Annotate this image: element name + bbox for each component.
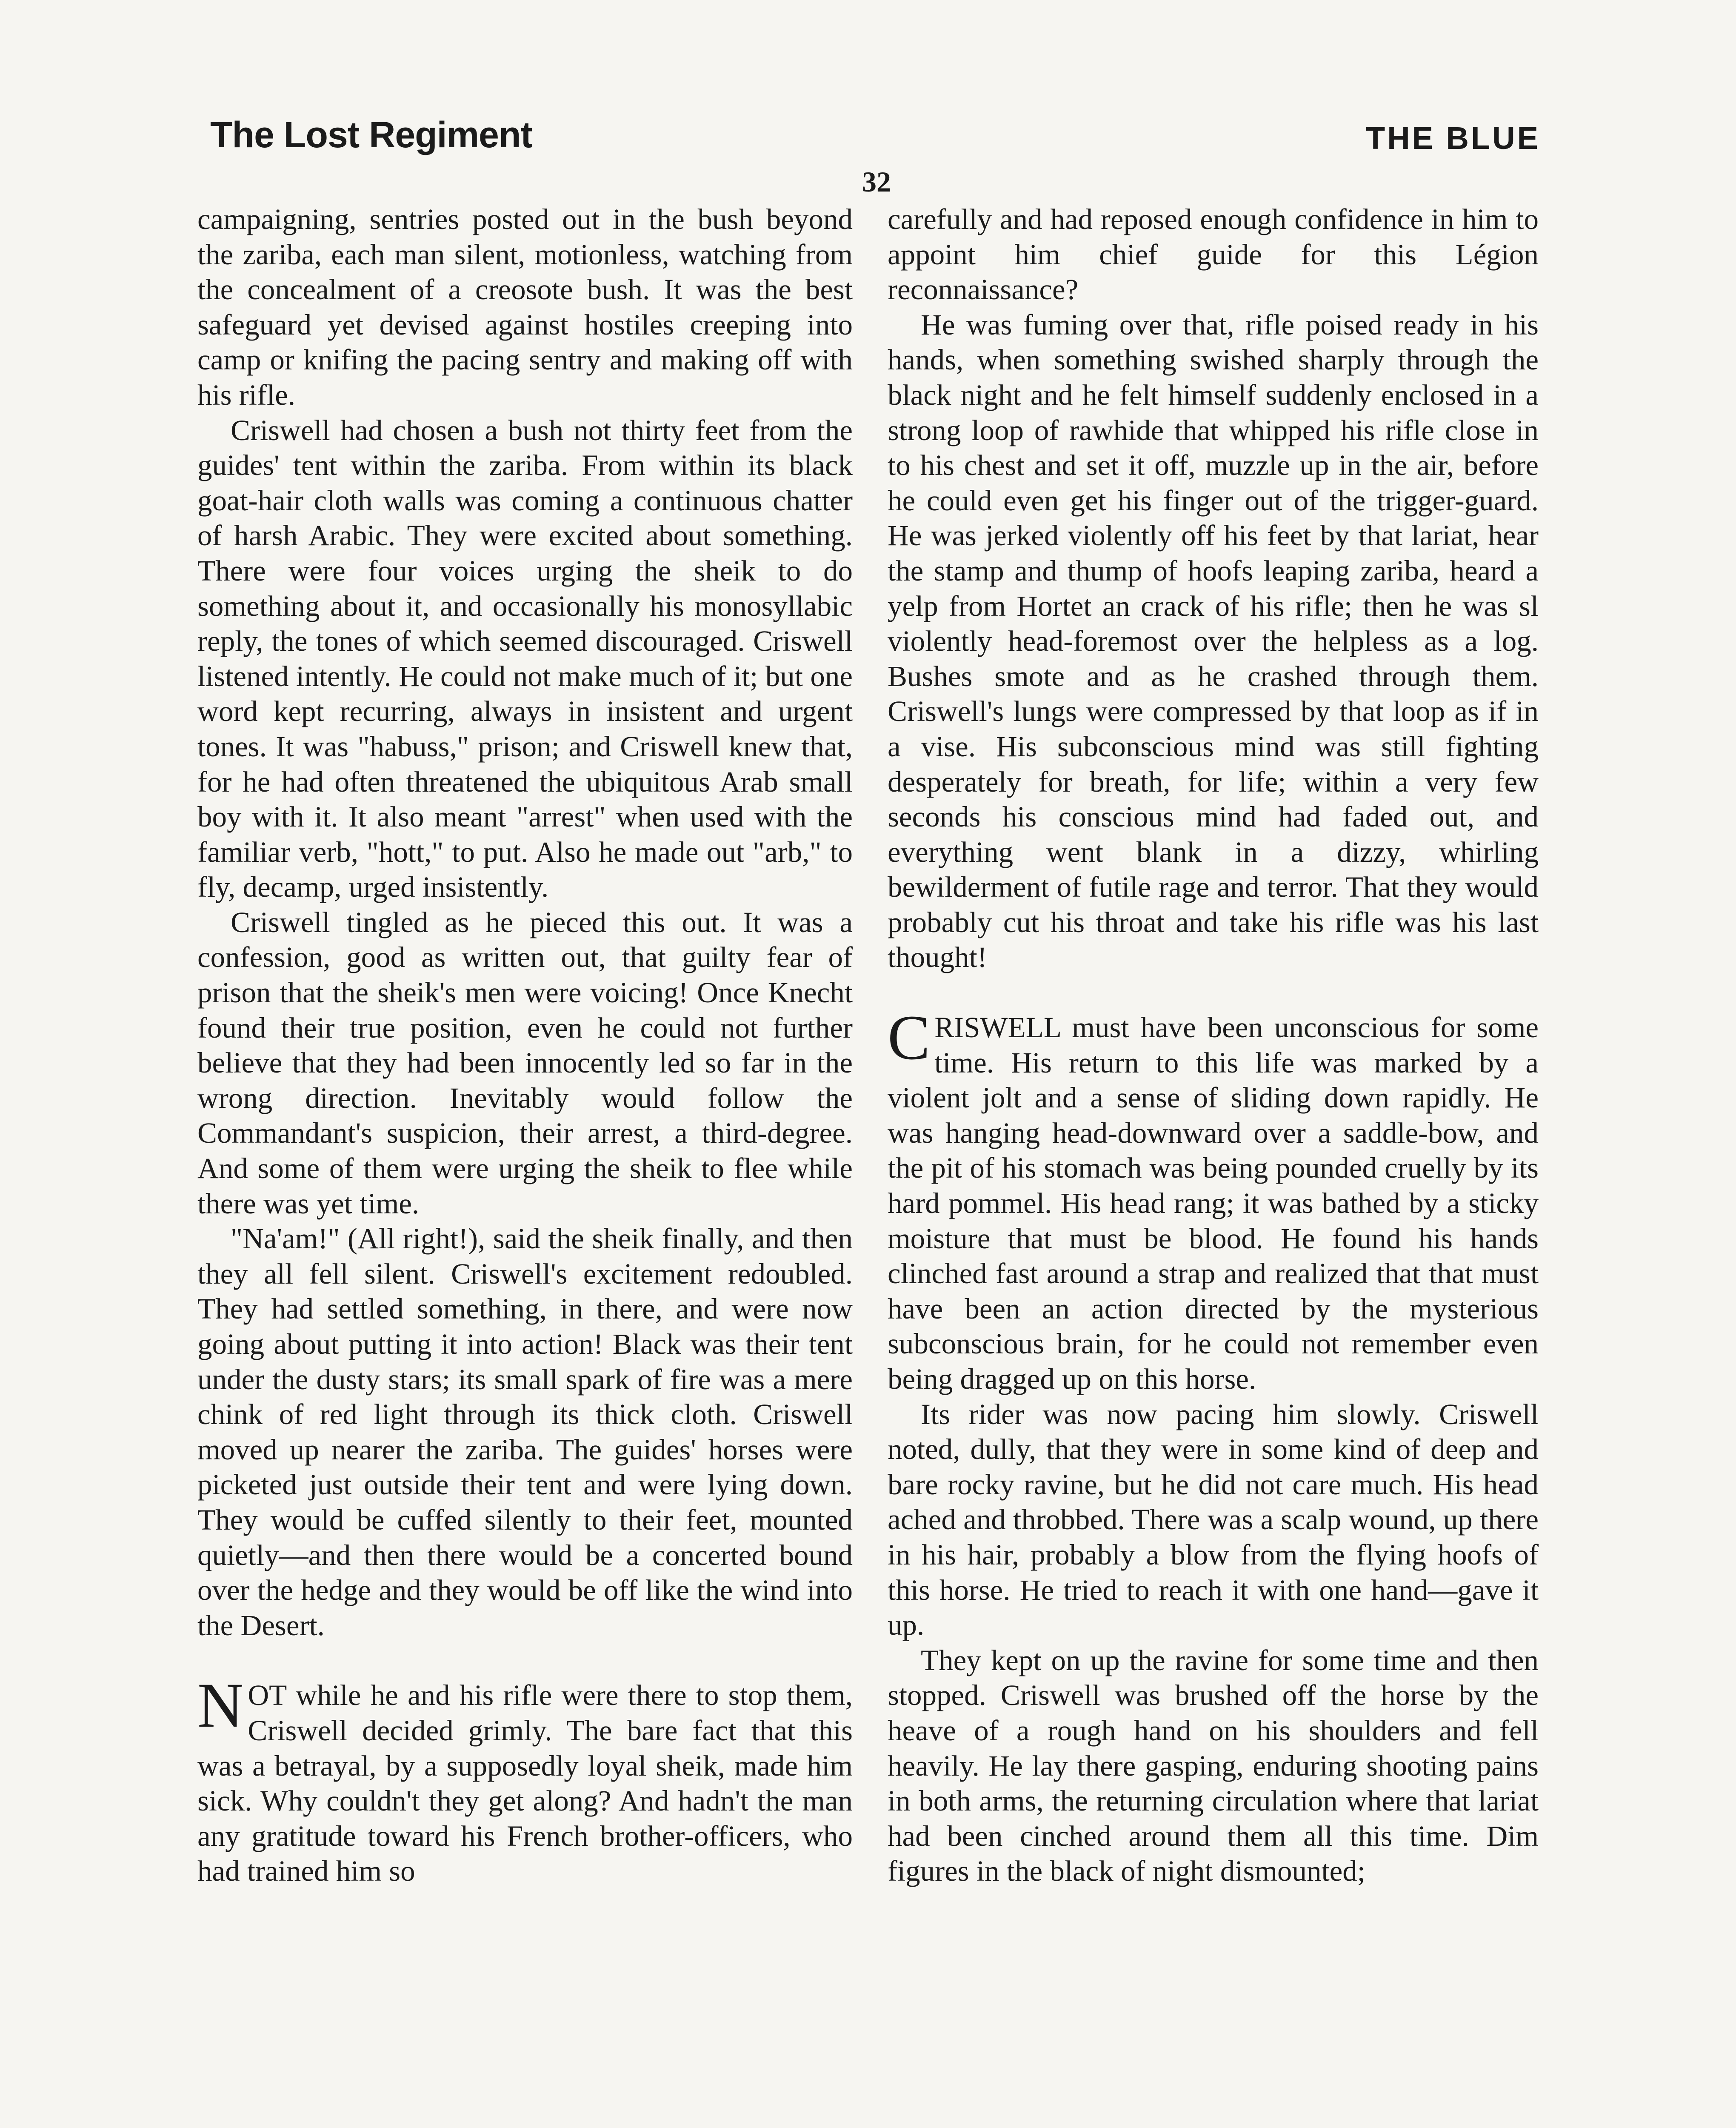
section-paragraph bbox=[197, 1670, 853, 1889]
paragraph: "Na'am!" (All right!), said the sheik finally, and then they all fell silent. Criswell's excitement redoubled. They had settled something, in there, and were now going about putting it into action! Black was their tent under the dusty stars; its small spark of fire was a mere chink of red light through its thick cloth. Criswell moved up nearer the zariba. The guides' horses were picketed just outside their tent and were lying down. They would be cuffed silently to their feet, mounted quietly—and then there would be a concerted bound over the hedge and they would be off like the wind into the Desert. bbox=[197, 1222, 853, 1642]
paragraph: campaigning, sentries posted out in the bush beyond the zariba, each man silent, motionless, watching from the concealment of a creosote bush. It was the best safeguard yet devised against hostiles creeping into camp or knifing the pacing sentry and making off with his rifle. bbox=[197, 203, 853, 411]
paragraph-text: must have been unconscious for some time. His return to this life was marked by a violent jolt and a sense of sliding down rapidly. He was hanging head-downward over a saddle-bow, and the pit of his stomach was being pounded cruelly by its hard pommel. His head rang; it was bathed by a sticky moisture that must be blood. He found his hands clinched fast around a strap and realized that that must have been an action directed by the mysterious subconscious brain, for he could not remember even being dragged up on this horse. bbox=[888, 1011, 1539, 1395]
paragraph: Criswell had chosen a bush not thirty feet from the guides' tent within the zariba. From within its black goat-hair cloth walls was coming a continuous chatter of harsh Arabic. They were excited about something. There were four voices urging the sheik to do something about it, and occasionally his monosyllabic reply, the tones of which seemed discouraged. Criswell listened intently. He could not make much of it; but one word kept recurring, always in insistent and urgent tones. It was "habuss," prison; and Criswell knew that, for he had often threatened the ubiquitous Arab small boy with it. It also meant "arrest" when used with the familiar verb, "hott," to put. Also he made out "arb," to fly, decamp, urged insistently. bbox=[197, 414, 853, 904]
small-caps-lead: RISWELL bbox=[934, 1011, 1061, 1044]
magazine-name: THE BLUE bbox=[1366, 120, 1540, 156]
small-caps-lead: OT bbox=[248, 1679, 287, 1712]
page-number: 32 bbox=[862, 166, 891, 198]
story-title: The Lost Regiment bbox=[210, 114, 533, 155]
paragraph: Its rider was now pacing him slowly. Criswell noted, dully, that they were in some kind of deep and bare rocky ravine, but he did not care much. His head ached and throbbed. There was a scalp wound, up there in his hair, probably a blow from the flying hoofs of this horse. He tried to reach it with one hand—gave it up. bbox=[888, 1398, 1539, 1642]
paragraph: carefully and had reposed enough confidence in him to appoint him chief guide for this Légion reconnaissance? bbox=[888, 203, 1539, 306]
left-column bbox=[197, 202, 853, 1889]
section-paragraph bbox=[888, 1002, 1539, 1397]
paragraph-text: while he and his rifle were there to stop them, Criswell decided grimly. The bare fact that this was a betrayal, by a supposedly loyal sheik, made him sick. Why couldn't they get along? And hadn't the man any gratitude toward his French brother-officers, who had trained him so bbox=[197, 1679, 853, 1888]
paragraph: They kept on up the ravine for some time and then stopped. Criswell was brushed off the horse by the heave of a rough hand on his shoulders and fell heavily. He lay there gasping, enduring shooting pains in both arms, the returning circulation where that lariat had been cinched around them all this time. Dim figures in the black of night dismounted; bbox=[888, 1644, 1539, 1888]
drop-cap: C bbox=[888, 1002, 931, 1073]
drop-cap: N bbox=[197, 1670, 244, 1741]
right-column bbox=[888, 202, 1539, 1889]
paragraph: Criswell tingled as he pieced this out. It was a confession, good as written out, that guilty fear of prison that the sheik's men were voicing! Once Knecht found their true position, even he could not further believe that they had been innocently led so far in the wrong direction. Inevitably would follow the Commandant's suspicion, their arrest, a third-degree. And some of them were urging the sheik to flee while there was yet time. bbox=[197, 906, 853, 1220]
paragraph: He was fuming over that, rifle poised ready in his hands, when something swished sharply through the black night and he felt himself suddenly enclosed in a strong loop of rawhide that whipped his rifle close in to his chest and set it off, muzzle up in the air, before he could even get his finger out of the trigger-guard. He was jerked violently off his feet by that lariat, hear the stamp and thump of hoofs leaping zariba, heard a yelp from Hortet an crack of his rifle; then he was sl violently head-foremost over the helpless as a log. Bushes smote and as he crashed through them. Criswell's lungs were compressed by that loop as if in a vise. His subconscious mind was still fighting desperately for breath, for life; within a very few seconds his conscious mind had faded out, and everything went blank in a dizzy, whirling bewilderment of futile rage and terror. That they would probably cut his throat and take his rifle was his last thought! bbox=[888, 308, 1539, 974]
